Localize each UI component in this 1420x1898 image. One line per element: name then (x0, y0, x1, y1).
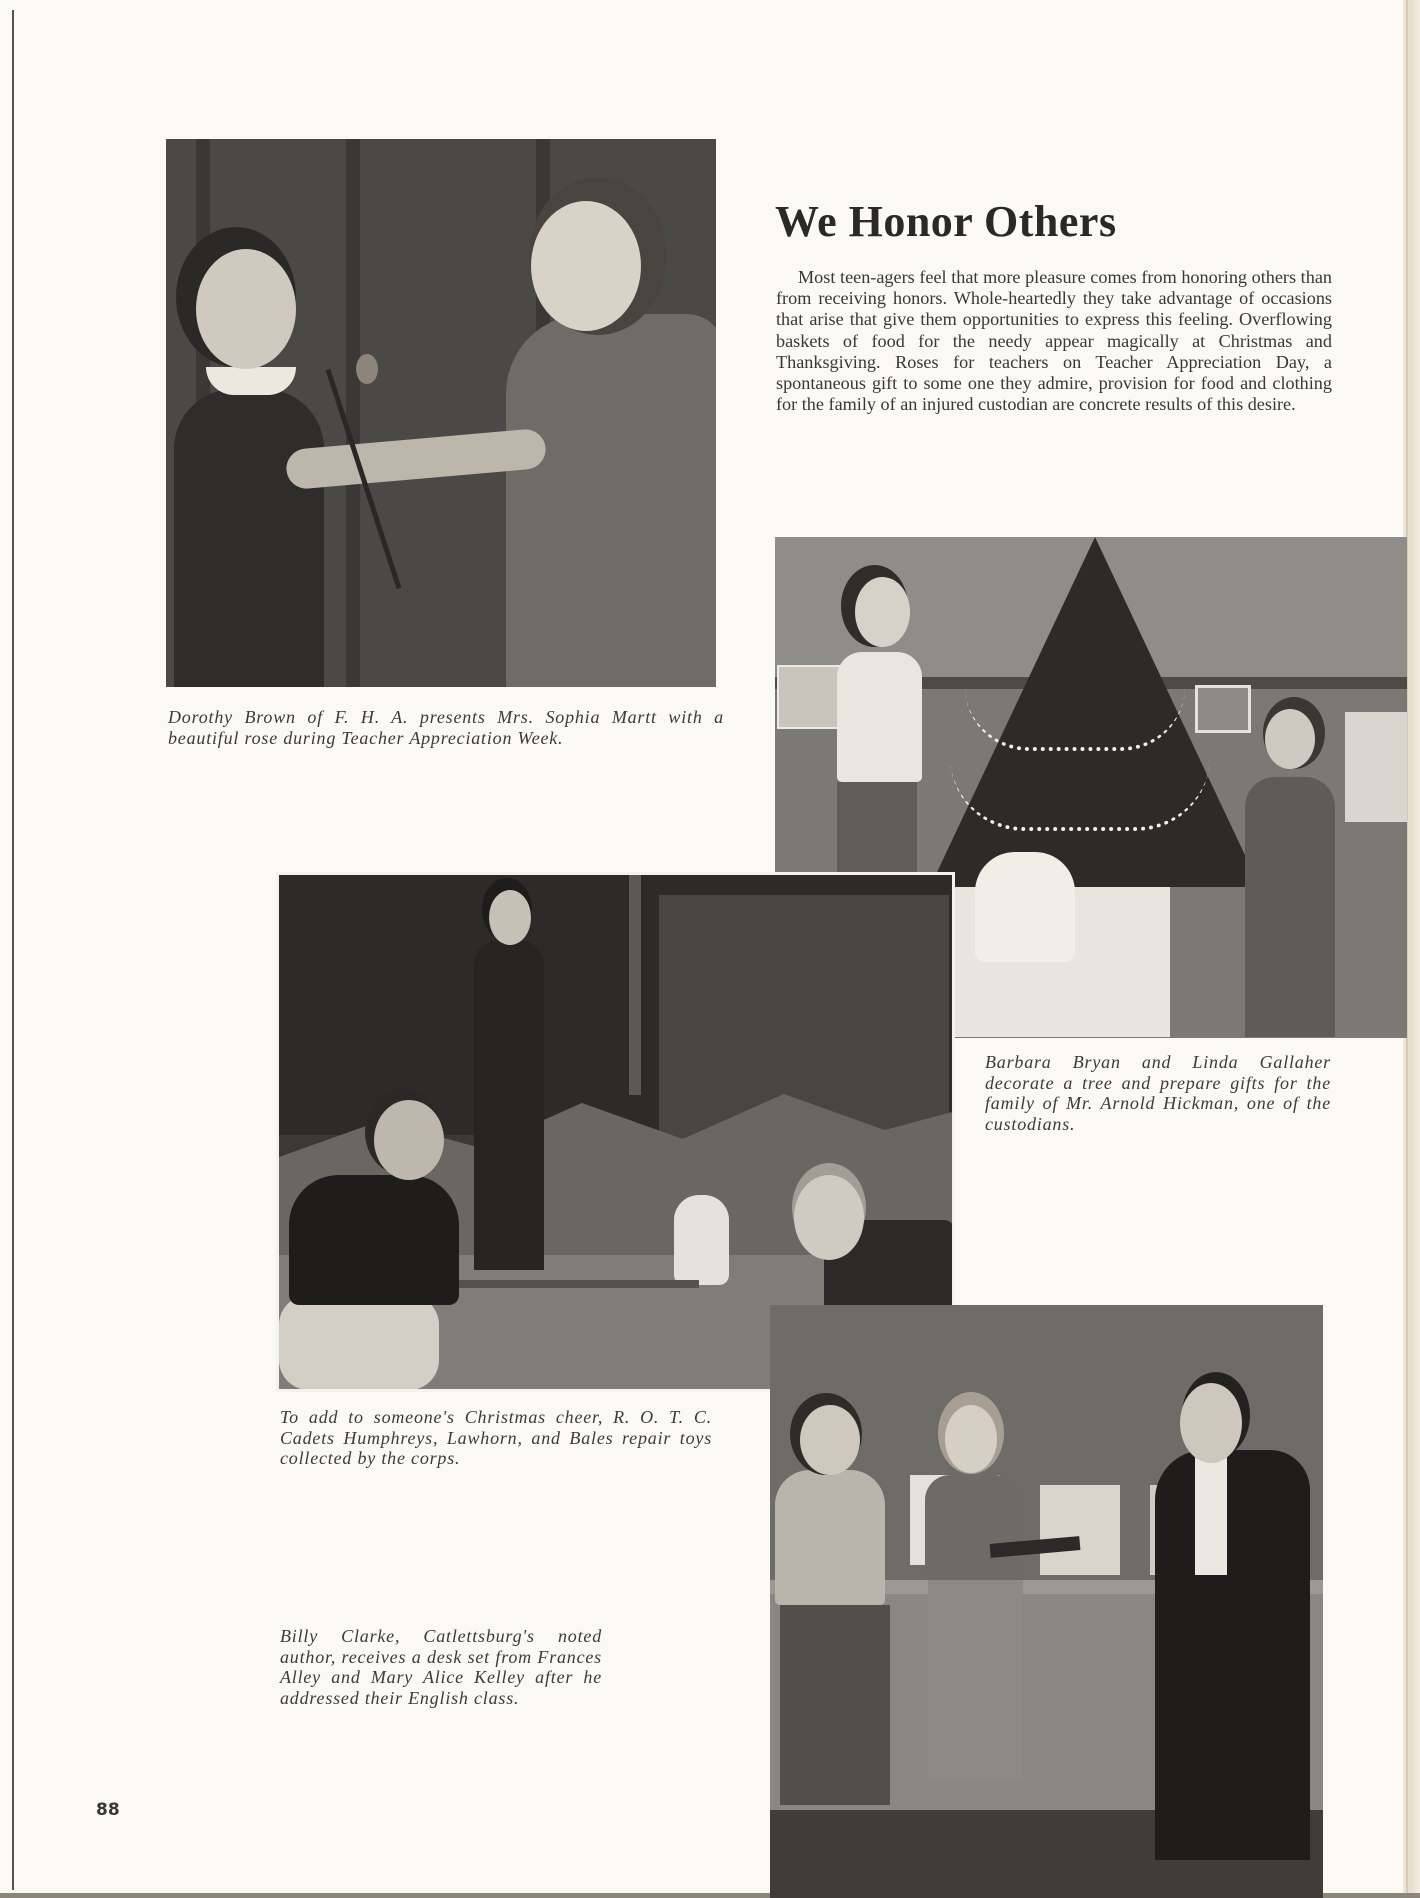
curtain-fold (346, 139, 360, 687)
student-head (855, 577, 910, 647)
cadet-head (794, 1175, 864, 1260)
teacher-head (196, 249, 296, 369)
lace-collar (206, 367, 296, 395)
student-head (800, 1405, 860, 1475)
cadet-head (489, 890, 531, 945)
student-sweater (775, 1470, 885, 1605)
caption-author: Billy Clarke, Catlettsburg's noted author, receives a desk set from Frances Alley and Mary Alice Kelley after he addressed their English class. (280, 1626, 602, 1708)
photo-rose-presentation (166, 139, 716, 687)
cadet-figure (289, 1175, 459, 1305)
student-figure (780, 1605, 890, 1805)
caption-tree: Barbara Bryan and Linda Gallaher decorate a tree and prepare gifts for the family of Mr. Arnold Hickman, one of the custodians. (985, 1052, 1331, 1134)
cadet-head (374, 1100, 444, 1180)
pipe (629, 875, 641, 1095)
student-blouse (837, 652, 922, 782)
display-card (1040, 1485, 1120, 1575)
rocking-horse-icon (674, 1195, 729, 1285)
garland (950, 757, 1210, 831)
student-figure (928, 1580, 1023, 1780)
student-sweater (925, 1475, 1020, 1580)
page-binding-rule (12, 10, 14, 1890)
author-shirt (1195, 1455, 1227, 1575)
wall-picture (777, 665, 841, 729)
student-figure (506, 314, 716, 687)
caption-rose: Dorothy Brown of F. H. A. presents Mrs. Sophia Martt with a beautiful rose during Teacher Appreciation Week. (168, 707, 724, 748)
garland (965, 687, 1185, 751)
intro-paragraph: Most teen-agers feel that more pleasure comes from honoring others than from receiving honors. Whole-heartedly they take advantage of occasions that arise that give them opportunities to express this feeling. Overflowing baskets of food for the needy appear magically at Christmas and Thanksgiving. Roses for teachers on Teacher Appreciation Day, a spontaneous gift to some one they admire, provision for food and clothing for the family of an injured custodian are concrete results of this desire. (776, 267, 1332, 415)
rose-icon (356, 354, 378, 384)
student-head (1265, 709, 1315, 769)
student-head (945, 1405, 997, 1473)
author-head (1180, 1383, 1242, 1463)
student-head (531, 201, 641, 331)
photo-author-visit (770, 1305, 1323, 1898)
cabinet (1345, 712, 1407, 822)
caption-toys: To add to someone's Christmas cheer, R. O. T. C. Cadets Humphreys, Lawhorn, and Bales repair toys collected by the corps. (280, 1407, 712, 1468)
cadet-figure (474, 940, 544, 1270)
cadet-legs (279, 1295, 439, 1390)
teacher-figure (174, 389, 324, 687)
student-figure (1245, 777, 1335, 1037)
gift-basket (975, 852, 1075, 962)
page-number: 88 (96, 1800, 120, 1820)
page-title: We Honor Others (775, 197, 1117, 246)
author-figure (1155, 1450, 1310, 1860)
